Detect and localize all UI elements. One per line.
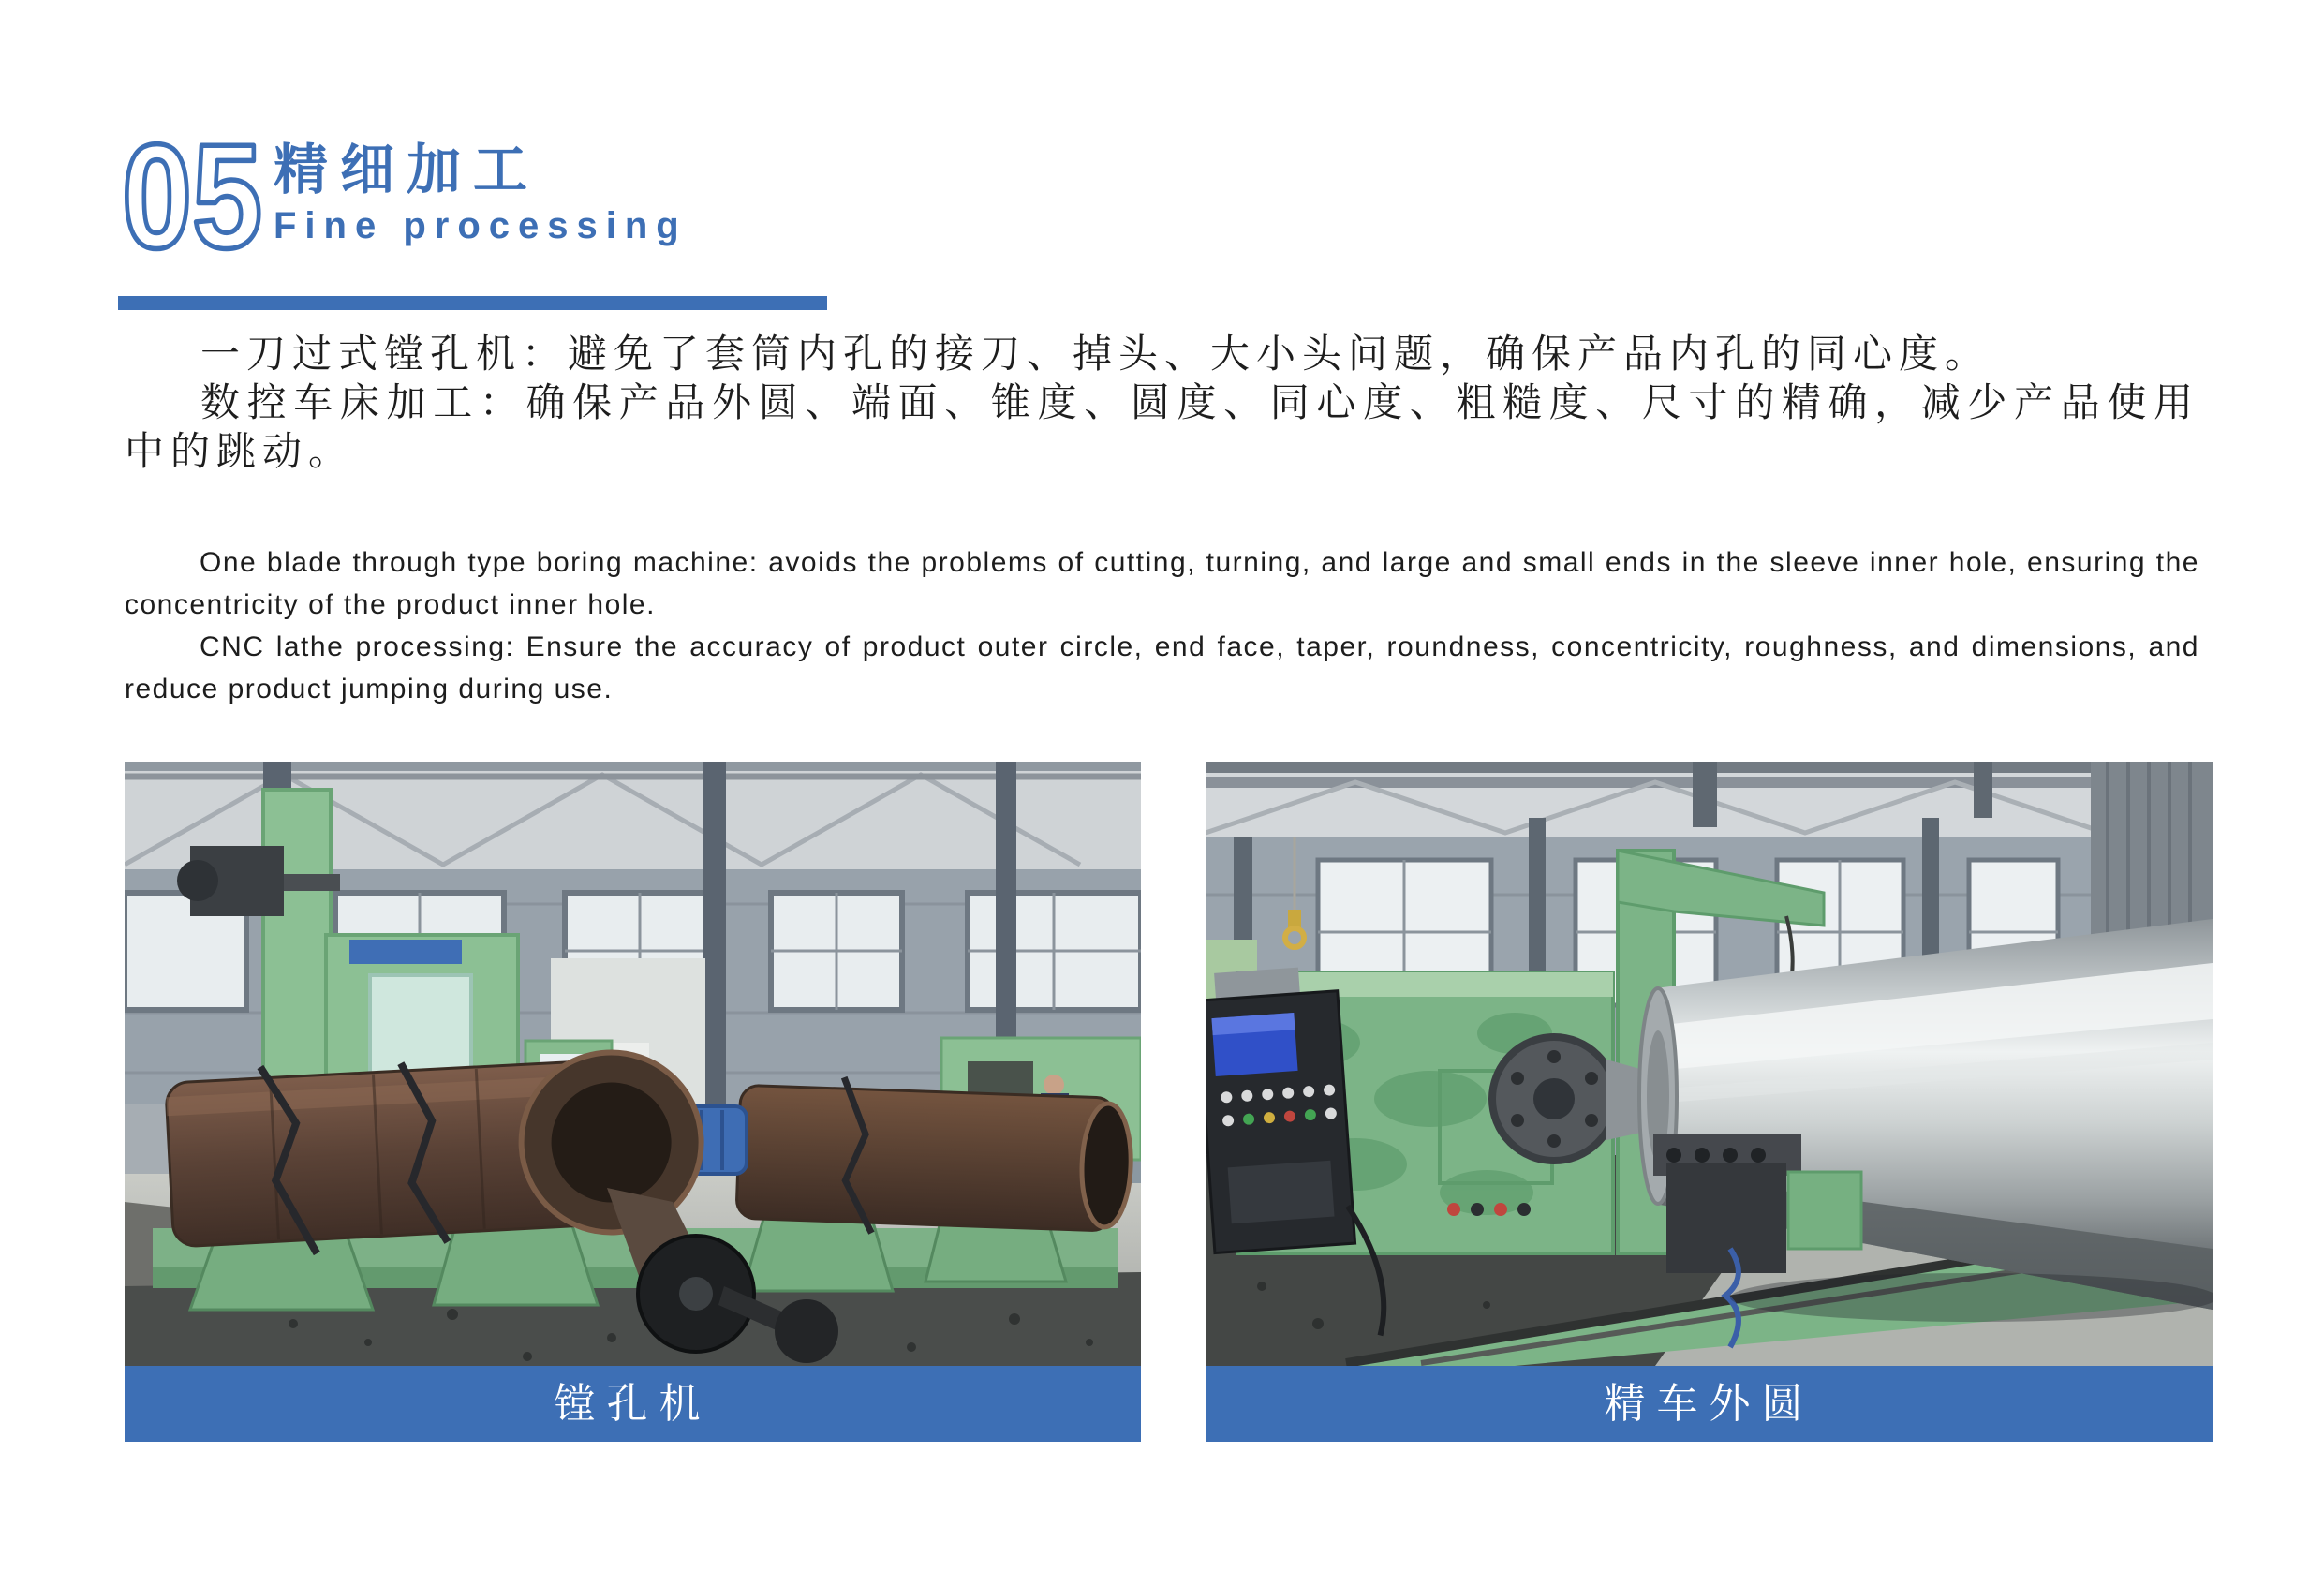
intro-zh	[125, 330, 2199, 476]
intro-zh-paragraph-1: 一刀过式镗孔机：避免了套筒内孔的接刀、掉头、大小头问题，确保产品内孔的同心度。	[200, 332, 1991, 376]
section-title-zh: 精细加工	[274, 140, 540, 200]
intro-zh-paragraph-2: 数控车床加工：确保产品外圆、端面、锥度、圆度、同心度、粗糙度、尺寸的精确，减少产品使用中的跳动。	[125, 380, 2199, 473]
photo-boring-machine	[125, 762, 1141, 1442]
intro-en-paragraph-1: One blade through type boring machine: avoids the problems of cutting, turning, and large and small ends in the sleeve inner hole, ensuring the concentricity of the product inner hole.	[125, 547, 2199, 620]
section-subtitle-en: Fine processing	[274, 205, 688, 246]
intro-en	[125, 541, 2199, 710]
photo-caption-boring-machine: 镗孔机	[125, 1366, 1141, 1442]
intro-en-paragraph-2: CNC lathe processing: Ensure the accuracy of product outer circle, end face, taper, roundness, concentricity, roughness, and dimensions, and reduce product jumping during use.	[125, 631, 2199, 704]
header-underline	[118, 296, 827, 310]
section-number: 05	[122, 116, 262, 279]
photo-cnc-lathe	[1206, 762, 2213, 1442]
boring-machine-photo-illustration	[125, 762, 1141, 1366]
photo-caption-cnc-lathe: 精车外圆	[1206, 1366, 2213, 1442]
cnc-lathe-photo-illustration	[1206, 762, 2213, 1366]
